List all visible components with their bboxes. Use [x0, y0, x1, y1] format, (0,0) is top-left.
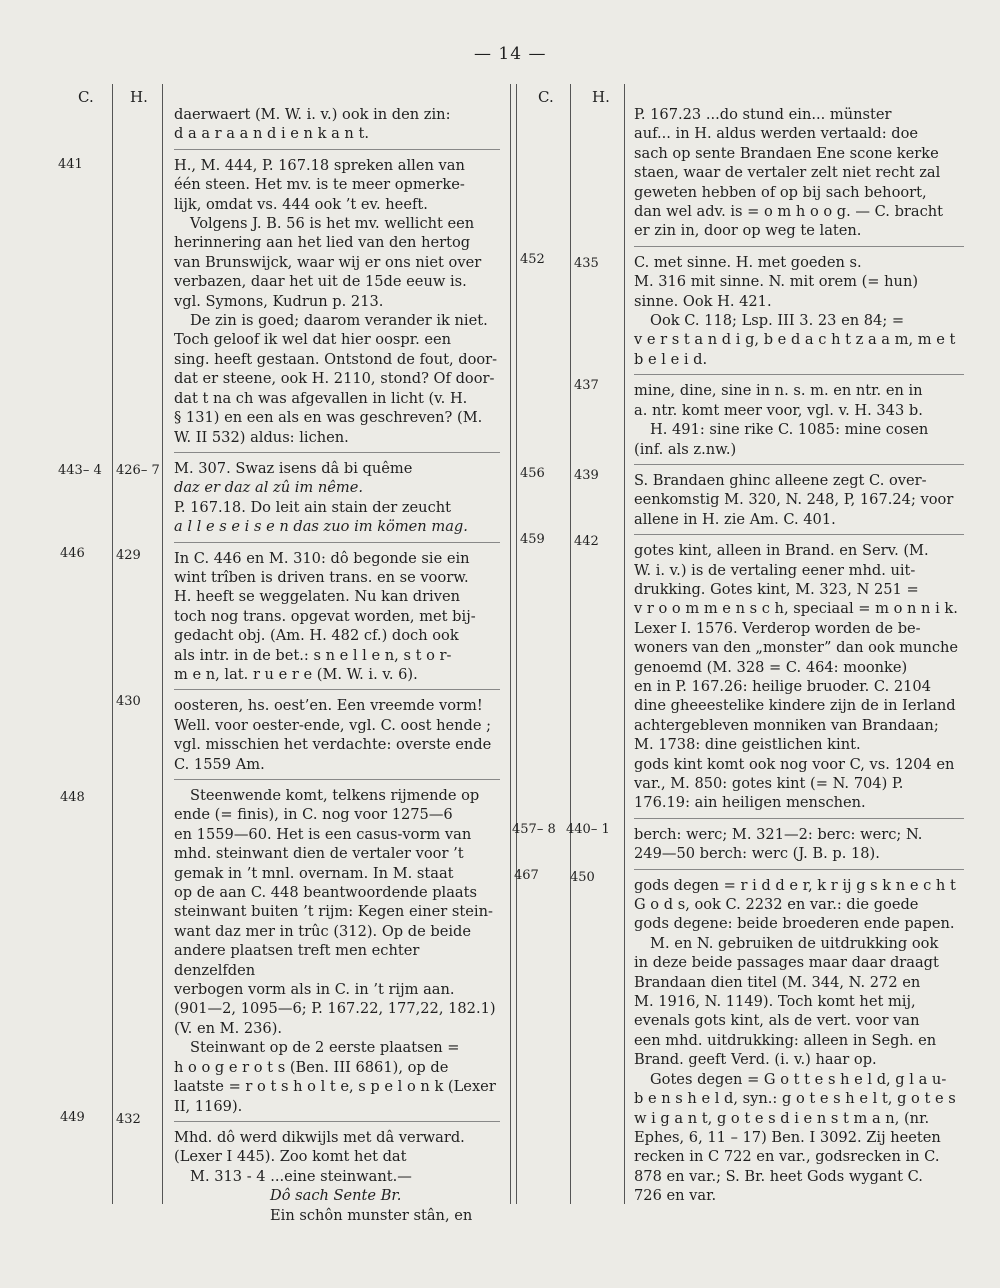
header-h-left: H.	[130, 88, 148, 106]
text-line: berch: werc; M. 321—2: berc: werc; N.	[634, 825, 923, 843]
text-line: in deze beide passages maar daar draagt	[634, 954, 939, 972]
text-line: evenals gots kint, als de vert. voor van	[634, 1012, 920, 1030]
text-line: toch nog trans. opgevat worden, met bij-	[174, 607, 476, 625]
text-line: gotes kint, alleen in Brand. en Serv. (M.	[634, 542, 929, 560]
verse-h: 437	[574, 378, 599, 393]
text-line: H. heeft se weggelaten. Nu kan driven	[174, 588, 460, 606]
text-line: vgl. misschien het verdachte: overste ende	[174, 736, 492, 754]
text-line: staen, waar de vertaler zelt niet recht zal	[634, 164, 941, 182]
text-line: recken in C 722 en var., godsrecken in C.	[634, 1148, 940, 1166]
text-line: want daz mer in trûc (312). Op de beide	[174, 922, 472, 940]
text-line: C. 1559 Am.	[174, 755, 265, 773]
text-line: een mhd. uitdrukking: alleen in Segh. en	[634, 1031, 937, 1049]
text-line: auf... in H. aldus werden vertaald: doe	[634, 125, 919, 143]
text-line: er zin in, door op weg te laten.	[634, 222, 862, 240]
verse-h: 440– 1	[566, 822, 610, 837]
text-line: G o d s, ook C. 2232 en var.: die goede	[634, 896, 919, 914]
rule-right-1	[570, 84, 571, 1204]
header-c-right: C.	[538, 88, 554, 106]
text-line: dat er steene, ook H. 2110, stond? Of door-	[174, 370, 495, 388]
text-line: gemak in ’t mnl. overnam. In M. staat	[174, 864, 454, 882]
text-line: M. 307. Swaz isens dâ bi quême	[174, 459, 413, 477]
verse-h: 426– 7	[116, 463, 160, 478]
separator	[634, 534, 964, 535]
text-line: gods degene: beide broederen ende papen.	[634, 915, 955, 933]
text-line: en 1559—60. Het is een casus-vorm van	[174, 825, 472, 843]
verse-c: 456	[520, 466, 545, 481]
verse-h: 442	[574, 534, 599, 549]
text-line: dat t na ch was afgevallen in licht (v. H.	[174, 389, 468, 407]
text-line: op de aan C. 448 beantwoordende plaats	[174, 884, 477, 902]
text-line: In C. 446 en M. 310: dô begonde sie ein	[174, 549, 470, 567]
text-line: laatste = r o t s h o l t e, s p e l o n k (Lexer	[174, 1078, 496, 1096]
verse-h: 439	[574, 468, 599, 483]
text-line: m e n, lat. r u e r e (M. W. i. v. 6).	[174, 665, 418, 683]
text-line: b e n s h e l d, syn.: g o t e s h e l t, g o t e s	[634, 1090, 956, 1108]
verse-h: 429	[116, 548, 141, 563]
text-line: verbazen, daar het uit de 15de eeuw is.	[174, 273, 467, 291]
separator	[634, 246, 964, 247]
separator	[174, 689, 500, 690]
text-line: Ephes, 6, 11 – 17) Ben. I 3092. Zij heeten	[634, 1128, 941, 1146]
verse-c: 443– 4	[58, 463, 102, 478]
text-line: dine gheeestelike kindere zijn de in Ierland	[634, 697, 956, 715]
header-c-left: C.	[78, 88, 94, 106]
page-number: — 14 —	[474, 44, 547, 64]
text-line: a l l e s e i s e n das zuo im kömen mag.	[174, 518, 468, 536]
text-line: II, 1169).	[174, 1097, 243, 1115]
text-line: herinnering aan het lied van den hertog	[174, 234, 471, 252]
text-line: oosteren, hs. oest’en. Een vreemde vorm!	[174, 697, 483, 715]
verse-c: 449	[60, 1110, 85, 1125]
text-line: Ook C. 118; Lsp. III 3. 23 en 84; =	[650, 312, 905, 330]
text-line: eenkomstig M. 320, N. 248, P, 167.24; voor	[634, 491, 954, 509]
text-line: gedacht obj. (Am. H. 482 cf.) doch ook	[174, 627, 459, 645]
separator	[174, 149, 500, 150]
text-line: Mhd. dô werd dikwijls met dâ verward.	[174, 1128, 465, 1146]
text-line: drukking. Gotes kint, M. 323, N 251 =	[634, 580, 919, 598]
text-line: var., M. 850: gotes kint (= N. 704) P.	[634, 775, 904, 792]
verse-c: 448	[60, 790, 85, 805]
text-line: sach op sente Brandaen Ene scone kerke	[634, 144, 939, 162]
text-line: Brand. geeft Verd. (i. v.) haar op.	[634, 1051, 877, 1069]
separator	[634, 818, 964, 819]
text-line: P. 167.18. Do leit ain stain der zeucht	[174, 498, 452, 516]
text-line: b e l e i d.	[634, 350, 708, 368]
verse-c: 459	[520, 532, 545, 547]
text-line: (Lexer I 445). Zoo komt het dat	[174, 1148, 407, 1166]
text-line: 176.19: ain heiligen menschen.	[634, 794, 866, 812]
text-line: v r o o m m e n s c h, speciaal = m o n n i k.	[634, 600, 958, 618]
text-line: C. met sinne. H. met goeden s.	[634, 253, 862, 271]
text-line: sinne. Ook H. 421.	[634, 292, 772, 310]
text-line: Well. voor oester-ende, vgl. C. oost hende ;	[174, 716, 492, 734]
text-line: Gotes degen = G o t t e s h e l d, g l a u-	[650, 1070, 947, 1088]
text-line: M. en N. gebruiken de uitdrukking ook	[650, 934, 939, 952]
text-line: 726 en var.	[634, 1187, 717, 1205]
text-line: v e r s t a n d i g, b e d a c h t z a a m, m e t	[634, 331, 956, 349]
text-line: steinwant buiten ’t rijm: Kegen einer stein-	[174, 903, 493, 921]
text-line: De zin is goed; daarom verander ik niet.	[190, 312, 488, 330]
text-line: mhd. steinwant dien de vertaler voor ’t	[174, 845, 464, 863]
verse-c: 441	[58, 157, 83, 172]
text-line: M. 1738: dine geistlichen kint.	[634, 736, 861, 754]
text-line: H., M. 444, P. 167.18 spreken allen van	[174, 156, 465, 174]
header-h-right: H.	[592, 88, 610, 106]
text-line: en in P. 167.26: heilige bruoder. C. 2104	[634, 677, 931, 695]
text-line: Brandaan dien titel (M. 344, N. 272 en	[634, 973, 921, 991]
text-line: van Brunswijck, waar wij er ons niet over	[174, 253, 482, 271]
separator	[634, 464, 964, 465]
separator	[174, 779, 500, 780]
verse-c: 467	[514, 868, 539, 883]
text-line: Lexer I. 1576. Verderop worden de be-	[634, 619, 921, 637]
rule-left-2	[162, 84, 163, 1204]
separator	[634, 869, 964, 870]
text-line: W. i. v.) is de vertaling eener mhd. uit-	[634, 561, 916, 579]
separator	[174, 452, 500, 453]
text-line: andere plaatsen treft men echter denzelfden	[174, 942, 420, 979]
verse-h: 430	[116, 694, 141, 709]
text-line: verbogen vorm als in C. in ’t rijm aan.	[174, 981, 455, 999]
separator	[174, 1121, 500, 1122]
text-line: Ein schôn munster stân, en	[270, 1206, 473, 1224]
text-line: achtergebleven monniken van Brandaan;	[634, 716, 939, 734]
text-line: sing. heeft gestaan. Ontstond de fout, door-	[174, 350, 498, 368]
text-line: § 131) en een als en was geschreven? (M.	[174, 409, 483, 427]
verse-h: 450	[570, 870, 595, 885]
text-line: Toch geloof ik wel dat hier oospr. een	[174, 331, 452, 349]
text-line: w i g a n t, g o t e s d i e n s t m a n, (nr.	[634, 1109, 930, 1127]
text-line: gods kint komt ook nog voor C, vs. 1204 en	[634, 755, 955, 773]
text-line: Steenwende komt, telkens rijmende op	[190, 787, 480, 804]
separator	[174, 542, 500, 543]
verse-c: 446	[60, 546, 85, 561]
left-column	[174, 105, 500, 1225]
verse-c: 452	[520, 252, 545, 267]
text-line: wint trîben is driven trans. en se voorw.	[174, 568, 469, 586]
separator	[634, 374, 964, 375]
rule-left-1	[112, 84, 113, 1204]
text-line: Dô sach Sente Br.	[270, 1187, 402, 1205]
text-line: daerwaert (M. W. i. v.) ook in den zin:	[174, 106, 451, 123]
text-line: lijk, omdat vs. 444 ook ’t ev. heeft.	[174, 195, 428, 213]
text-line: M. 313 - 4 ...eine steinwant.—	[190, 1167, 412, 1185]
text-line: Steinwant op de 2 eerste plaatsen =	[190, 1039, 460, 1057]
text-line: d a a r a a n d i e n k a n t.	[174, 125, 369, 143]
text-line: 249—50 berch: werc (J. B. p. 18).	[634, 845, 880, 863]
text-line: ende (= finis), in C. nog voor 1275—6	[174, 806, 453, 824]
text-line: één steen. Het mv. is te meer opmerke-	[174, 176, 465, 194]
rule-center	[510, 84, 517, 1204]
text-line: (V. en M. 236).	[174, 1019, 283, 1037]
text-line: M. 1916, N. 1149). Toch komt het mij,	[634, 993, 916, 1011]
text-line: a. ntr. komt meer voor, vgl. v. H. 343 b.	[634, 401, 923, 419]
text-line: Volgens J. B. 56 is het mv. wellicht een	[190, 215, 475, 233]
text-line: (inf. als z.nw.)	[634, 440, 737, 458]
text-line: als intr. in de bet.: s n e l l e n, s t o r-	[174, 646, 452, 664]
text-line: woners van den „monster” dan ook munche	[634, 639, 959, 657]
rule-right-2	[624, 84, 625, 1204]
text-line: genoemd (M. 328 = C. 464: moonke)	[634, 658, 908, 676]
verse-c: 457– 8	[512, 822, 556, 837]
text-line: gods degen = r i d d e r, k r ij g s k n e c h t	[634, 876, 956, 894]
text-line: S. Brandaen ghinc alleene zegt C. over-	[634, 471, 927, 489]
text-line: (901—2, 1095—6; P. 167.22, 177,22, 182.1)	[174, 1000, 496, 1018]
text-line: 878 en var.; S. Br. heet Gods wygant C.	[634, 1167, 923, 1185]
text-line: P. 167.23 ...do stund ein... münster	[634, 106, 892, 123]
text-line: daz er daz al zû im nême.	[174, 479, 364, 497]
text-line: allene in H. zie Am. C. 401.	[634, 510, 836, 528]
text-line: W. II 532) aldus: lichen.	[174, 428, 349, 446]
text-line: vgl. Symons, Kudrun p. 213.	[174, 292, 384, 310]
right-column	[634, 105, 964, 1206]
verse-h: 435	[574, 256, 599, 271]
text-line: H. 491: sine rike C. 1085: mine cosen	[650, 421, 929, 439]
verse-h: 432	[116, 1112, 141, 1127]
text-line: M. 316 mit sinne. N. mit orem (= hun)	[634, 273, 919, 291]
text-line: dan wel adv. is = o m h o o g. — C. bracht	[634, 203, 944, 221]
text-line: h o o g e r o t s (Ben. III 6861), op de	[174, 1058, 449, 1076]
text-line: geweten hebben of op bij sach behoort,	[634, 183, 927, 201]
text-line: mine, dine, sine in n. s. m. en ntr. en in	[634, 382, 923, 400]
